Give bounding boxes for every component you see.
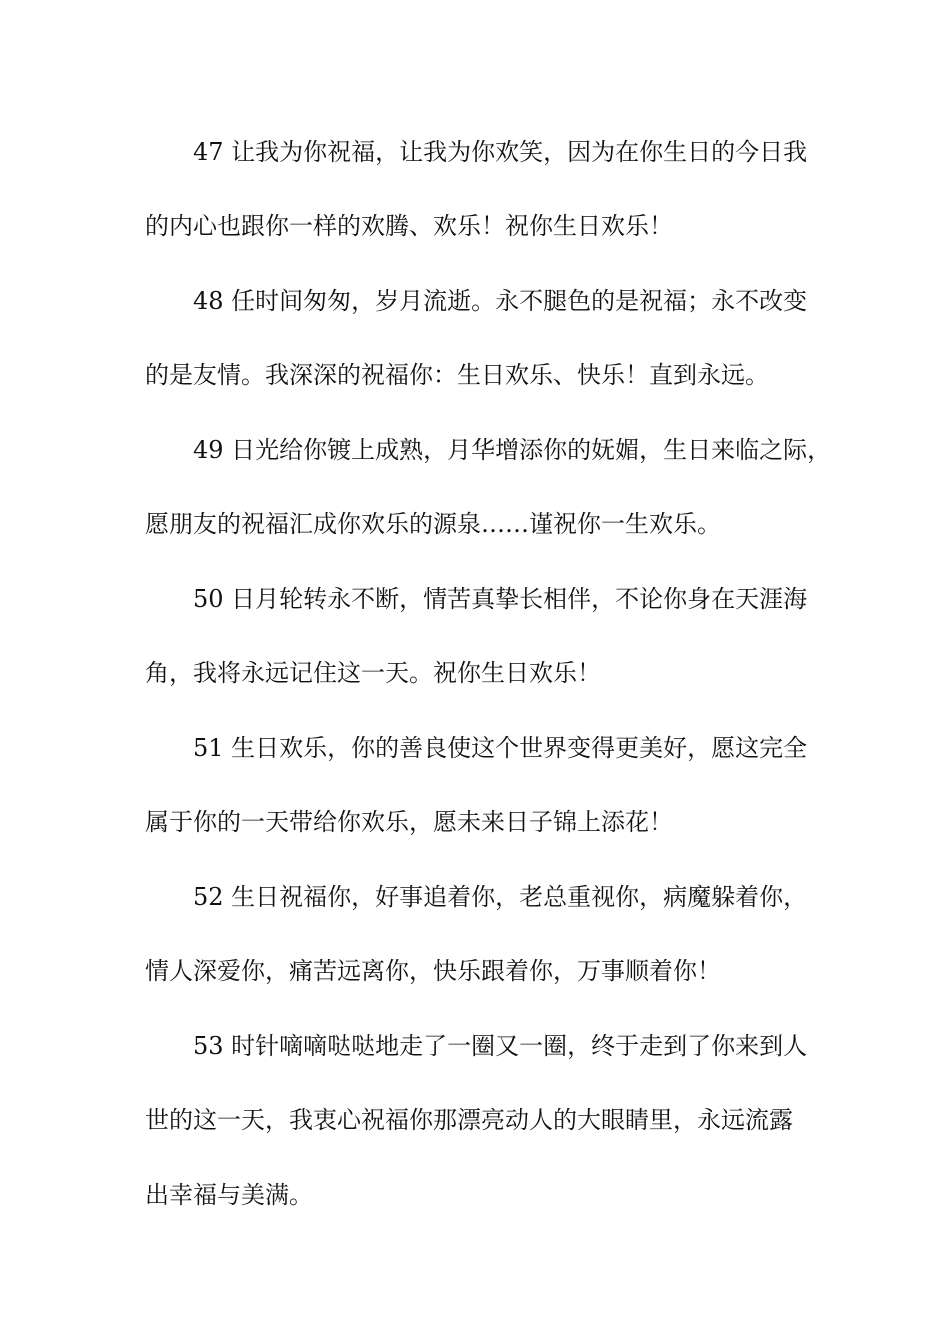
paragraph-48-line-2: 的是友情。我深深的祝福你：生日欢乐、快乐！直到永远。: [145, 361, 769, 389]
paragraph-53-line-3: 出幸福与美满。: [145, 1181, 313, 1209]
paragraph-51-line-1: 51 生日欢乐，你的善良使这个世界变得更美好，愿这完全: [193, 734, 808, 762]
paragraph-53-line-1: 53 时针嘀嘀哒哒地走了一圈又一圈，终于走到了你来到人: [193, 1032, 808, 1060]
paragraph-47-line-2: 的内心也跟你一样的欢腾、欢乐！祝你生日欢乐！: [145, 212, 673, 240]
paragraph-52-line-1: 52 生日祝福你，好事追着你，老总重视你，病魔躲着你，: [193, 883, 808, 911]
paragraph-51-line-2: 属于你的一天带给你欢乐，愿未来日子锦上添花！: [145, 808, 673, 836]
paragraph-49-line-2: 愿朋友的祝福汇成你欢乐的源泉……谨祝你一生欢乐。: [145, 510, 721, 538]
paragraph-49-line-1: 49 日光给你镀上成熟，月华增添你的妩媚，生日来临之际，: [193, 436, 832, 464]
paragraph-52-line-2: 情人深爱你，痛苦远离你，快乐跟着你，万事顺着你！: [145, 957, 721, 985]
paragraph-47-line-1: 47 让我为你祝福，让我为你欢笑，因为在你生日的今日我: [193, 138, 808, 166]
paragraph-50-line-2: 角，我将永远记住这一天。祝你生日欢乐！: [145, 659, 601, 687]
paragraph-48-line-1: 48 任时间匆匆，岁月流逝。永不腿色的是祝福；永不改变: [193, 287, 808, 315]
paragraph-53-line-2: 世的这一天，我衷心祝福你那漂亮动人的大眼睛里，永远流露: [145, 1106, 793, 1134]
paragraph-50-line-1: 50 日月轮转永不断，情苦真挚长相伴，不论你身在天涯海: [193, 585, 808, 613]
